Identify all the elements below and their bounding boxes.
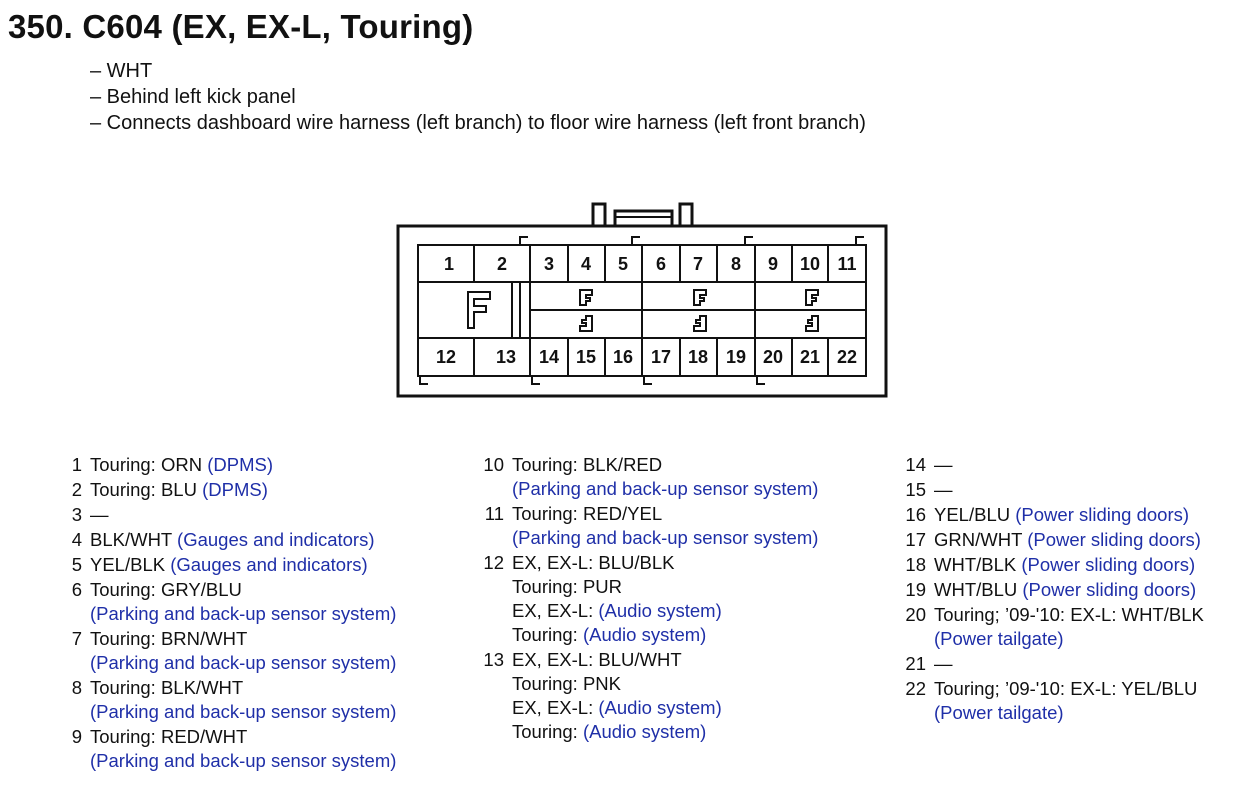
pin-entry-line [934,502,1204,526]
pin-entry-line [90,552,396,576]
wire-color-text: Touring: [512,624,583,645]
pin-entry-line [90,626,396,650]
pin-entry-number: 3 [71,504,82,525]
pin-entry-line [512,622,818,646]
pin-number: 20 [762,347,784,367]
system-link[interactable]: (Gauges and indicators) [170,554,368,575]
system-link[interactable]: (Power sliding doors) [1015,504,1190,525]
pin-number: 2 [496,254,508,274]
wire-color-text: — [934,454,953,475]
wire-color-text: Touring: RED/YEL [512,503,663,524]
pin-entry [60,502,396,526]
system-link[interactable]: (Parking and back-up sensor system) [90,603,397,624]
pin-entry-number: 20 [905,604,926,625]
wire-color-text: YEL/BLU [934,504,1016,525]
pin-entry [60,577,396,625]
pin-entry [60,675,396,723]
pin-entry-line [90,724,396,748]
system-link[interactable]: (Audio system) [598,697,722,718]
pin-entry-line [90,748,396,772]
pin-entry-number: 17 [905,529,926,550]
system-link[interactable]: (DPMS) [202,479,268,500]
wire-color-text: YEL/BLK [90,554,171,575]
system-link[interactable]: (Power tailgate) [934,702,1064,723]
pin-entry-number: 14 [905,454,926,475]
description-line: – WHT [90,60,153,82]
pin-entry [904,527,1204,551]
system-link[interactable]: (Power sliding doors) [1027,529,1201,550]
pin-number: 16 [612,347,634,367]
system-link[interactable]: (Audio system) [598,600,722,621]
pin-entry-number: 19 [905,579,926,600]
pin-entry [904,552,1204,576]
pin-number: 3 [543,254,555,274]
system-link[interactable]: (Parking and back-up sensor system) [90,750,397,771]
pin-number: 12 [435,347,457,367]
pin-entry-number: 10 [483,454,504,475]
pin-entry-line [934,452,1204,476]
wire-color-text: Touring: PNK [512,673,621,694]
pin-entry-number: 12 [483,552,504,573]
system-link[interactable]: (DPMS) [207,454,273,475]
wire-color-text: EX, EX-L: BLU/WHT [512,649,682,670]
pin-number: 1 [443,254,455,274]
pin-list-column [482,452,818,744]
pin-entry-line [90,675,396,699]
system-link[interactable]: (Parking and back-up sensor system) [90,701,397,722]
pin-entry-line [512,525,818,549]
pin-entry [904,452,1204,476]
system-link[interactable]: (Gauges and indicators) [177,529,375,550]
pin-number: 19 [725,347,747,367]
pin-entry-number: 7 [71,628,82,649]
pin-entry-line [934,527,1204,551]
pin-entry [482,647,818,743]
pin-entry-number: 8 [71,677,82,698]
pin-number: 22 [836,347,858,367]
wire-color-text: Touring; ’09-'10: EX-L: WHT/BLK [934,604,1204,625]
pin-number: 4 [580,254,592,274]
pin-entry-number: 15 [905,479,926,500]
wire-color-text: EX, EX-L: [512,697,599,718]
wire-color-text: — [90,504,109,525]
pin-number: 13 [495,347,517,367]
wire-color-text: EX, EX-L: [512,600,599,621]
system-link[interactable]: (Power sliding doors) [1022,579,1197,600]
pin-number: 21 [799,347,821,367]
pin-entry-number: 1 [71,454,82,475]
pin-entry-number: 6 [71,579,82,600]
system-link[interactable]: (Audio system) [582,721,707,742]
pin-entry-line [512,719,818,743]
wire-color-text: Touring; ’09-'10: EX-L: YEL/BLU [934,678,1198,699]
pin-entry-line [512,671,818,695]
pin-entry-number: 4 [71,529,82,550]
pin-entry-line [512,647,818,671]
wire-color-text: GRN/WHT [934,529,1028,550]
pin-number: 15 [575,347,597,367]
pin-number: 5 [617,254,629,274]
pin-entry-line [90,477,396,501]
pin-number: 11 [837,254,857,274]
pin-entry-number: 13 [483,649,504,670]
pin-entry-line [90,601,396,625]
wire-color-text: Touring: [512,721,583,742]
pin-number: 9 [767,254,779,274]
pin-number: 6 [655,254,667,274]
wire-color-text: Touring: BRN/WHT [90,628,248,649]
system-link[interactable]: (Parking and back-up sensor system) [512,478,819,499]
pin-entry-line [90,527,396,551]
system-link[interactable]: (Power sliding doors) [1021,554,1196,575]
wire-color-text: — [934,653,953,674]
pin-entry-line [934,552,1204,576]
pin-entry [904,676,1204,724]
pin-entry-line [512,550,818,574]
pin-number: 18 [687,347,709,367]
connector-description [90,58,866,136]
wire-color-text: Touring: PUR [512,576,623,597]
pin-entry [60,724,396,772]
pin-entry-number: 22 [905,678,926,699]
wire-color-text: Touring: GRY/BLU [90,579,242,600]
pin-entry [904,577,1204,601]
pin-entry-line [90,452,396,476]
wire-color-text: EX, EX-L: BLU/BLK [512,552,675,573]
pin-entry [482,501,818,549]
pin-entry-line [512,452,818,476]
pin-entry [482,452,818,500]
pin-list-column [60,452,396,773]
pin-entry-line [90,699,396,723]
pin-entry [60,626,396,674]
pin-entry-number: 16 [905,504,926,525]
pin-number: 10 [799,254,821,274]
pin-entry-line [512,501,818,525]
wire-color-text: WHT/BLK [934,554,1022,575]
wire-color-text: Touring: BLK/WHT [90,677,244,698]
wire-color-text: WHT/BLU [934,579,1023,600]
system-link[interactable]: (Parking and back-up sensor system) [90,652,397,673]
pin-entry [904,477,1204,501]
pin-entry-line [512,574,818,598]
pin-entry-line [512,695,818,719]
system-link[interactable]: (Parking and back-up sensor system) [512,527,819,548]
wire-color-text: Touring: BLK/RED [512,454,663,475]
pin-entry [60,452,396,476]
pin-number: 17 [650,347,672,367]
pin-entry [60,477,396,501]
pin-entry-number: 5 [71,554,82,575]
pin-entry [904,502,1204,526]
pin-list-column [904,452,1204,725]
pin-entry-number: 18 [905,554,926,575]
connector-face-diagram [390,196,900,406]
wire-color-text: — [934,479,953,500]
wire-color-text: Touring: RED/WHT [90,726,248,747]
system-link[interactable]: (Power tailgate) [934,628,1064,649]
pin-entry [904,602,1204,650]
pin-entry-number: 21 [905,653,926,674]
pin-entry [60,527,396,551]
pin-entry-line [512,598,818,622]
pin-entry-line [934,626,1204,650]
pin-entry-line [90,650,396,674]
wire-color-text: Touring: ORN [90,454,208,475]
pin-entry [482,550,818,646]
description-line: – Connects dashboard wire harness (left branch) to floor wire harness (left front branch) [90,112,866,134]
pin-entry-line [934,676,1204,700]
description-line: – Behind left kick panel [90,86,296,108]
pin-number: 8 [730,254,742,274]
pin-entry-line [934,602,1204,626]
pin-entry-line [90,502,396,526]
wire-color-text: Touring: BLU [90,479,203,500]
system-link[interactable]: (Audio system) [582,624,707,645]
pin-entry-line [90,577,396,601]
pin-entry-number: 11 [484,503,504,524]
pin-entry-number: 9 [71,726,82,747]
pin-entry-line [934,477,1204,501]
pin-entry-line [934,651,1204,675]
page-title: 350. C604 (EX, EX-L, Touring) [8,8,474,45]
pin-entry [904,651,1204,675]
pin-entry-number: 2 [71,479,82,500]
pin-entry-line [934,700,1204,724]
pin-number: 7 [692,254,704,274]
pin-entry-line [934,577,1204,601]
pin-entry-line [512,476,818,500]
pin-entry [60,552,396,576]
pin-number: 14 [538,347,560,367]
wire-color-text: BLK/WHT [90,529,178,550]
